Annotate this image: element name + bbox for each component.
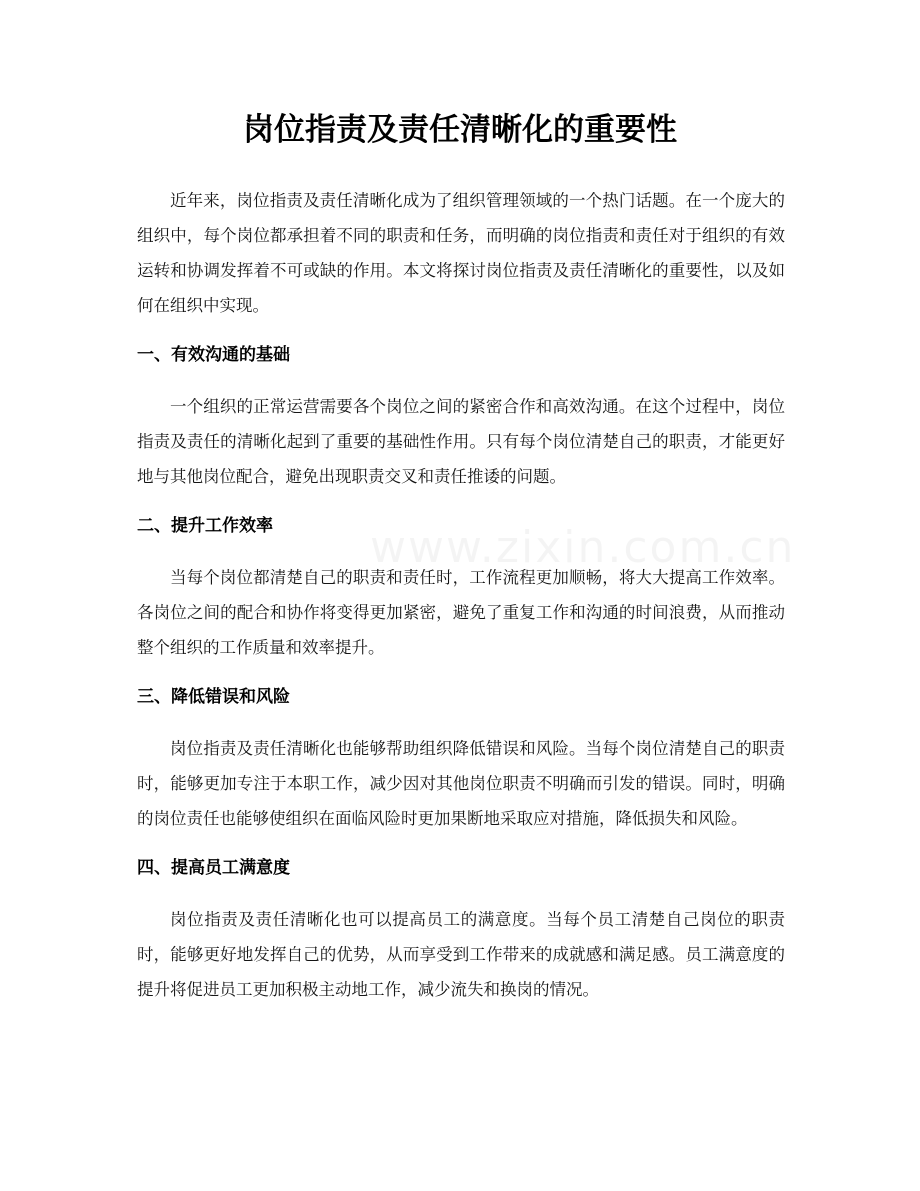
section-paragraph-3: 岗位指责及责任清晰化也能够帮助组织降低错误和风险。当每个岗位清楚自己的职责时，能够更加专注于本职工作，减少因对其他岗位职责不明确而引发的错误。同时，明确的岗位责任也能够使组织在面临风险时更加果断地采取应对措施，降低损失和风险。	[137, 739, 785, 828]
section-paragraph-4: 岗位指责及责任清晰化也可以提高员工的满意度。当每个员工清楚自己岗位的职责时，能够更好地发挥自己的优势，从而享受到工作带来的成就感和满足感。员工满意度的提升将促进员工更加积极主动地工作，减少流失和换岗的情况。	[137, 910, 785, 999]
section-heading-1: 一、有效沟通的基础	[137, 345, 290, 365]
section-heading-4: 四、提高员工满意度	[137, 858, 290, 878]
page-title: 岗位指责及责任清晰化的重要性	[243, 112, 677, 148]
section-heading-3: 三、降低错误和风险	[137, 687, 290, 707]
section-heading-2: 二、提升工作效率	[137, 516, 273, 536]
intro-paragraph: 近年来，岗位指责及责任清晰化成为了组织管理领域的一个热门话题。在一个庞大的组织中，每个岗位都承担着不同的职责和任务，而明确的岗位指责和责任对于组织的有效运转和协调发挥着不可或缺的作用。本文将探讨岗位指责及责任清晰化的重要性，以及如何在组织中实现。	[137, 191, 785, 315]
section-paragraph-2: 当每个岗位都清楚自己的职责和责任时，工作流程更加顺畅，将大大提高工作效率。各岗位之间的配合和协作将变得更加紧密，避免了重复工作和沟通的时间浪费，从而推动整个组织的工作质量和效率提升。	[137, 568, 785, 657]
document-body	[137, 183, 785, 1007]
section-paragraph-1: 一个组织的正常运营需要各个岗位之间的紧密合作和高效沟通。在这个过程中，岗位指责及责任的清晰化起到了重要的基础性作用。只有每个岗位清楚自己的职责，才能更好地与其他岗位配合，避免出现职责交叉和责任推诿的问题。	[137, 397, 785, 486]
